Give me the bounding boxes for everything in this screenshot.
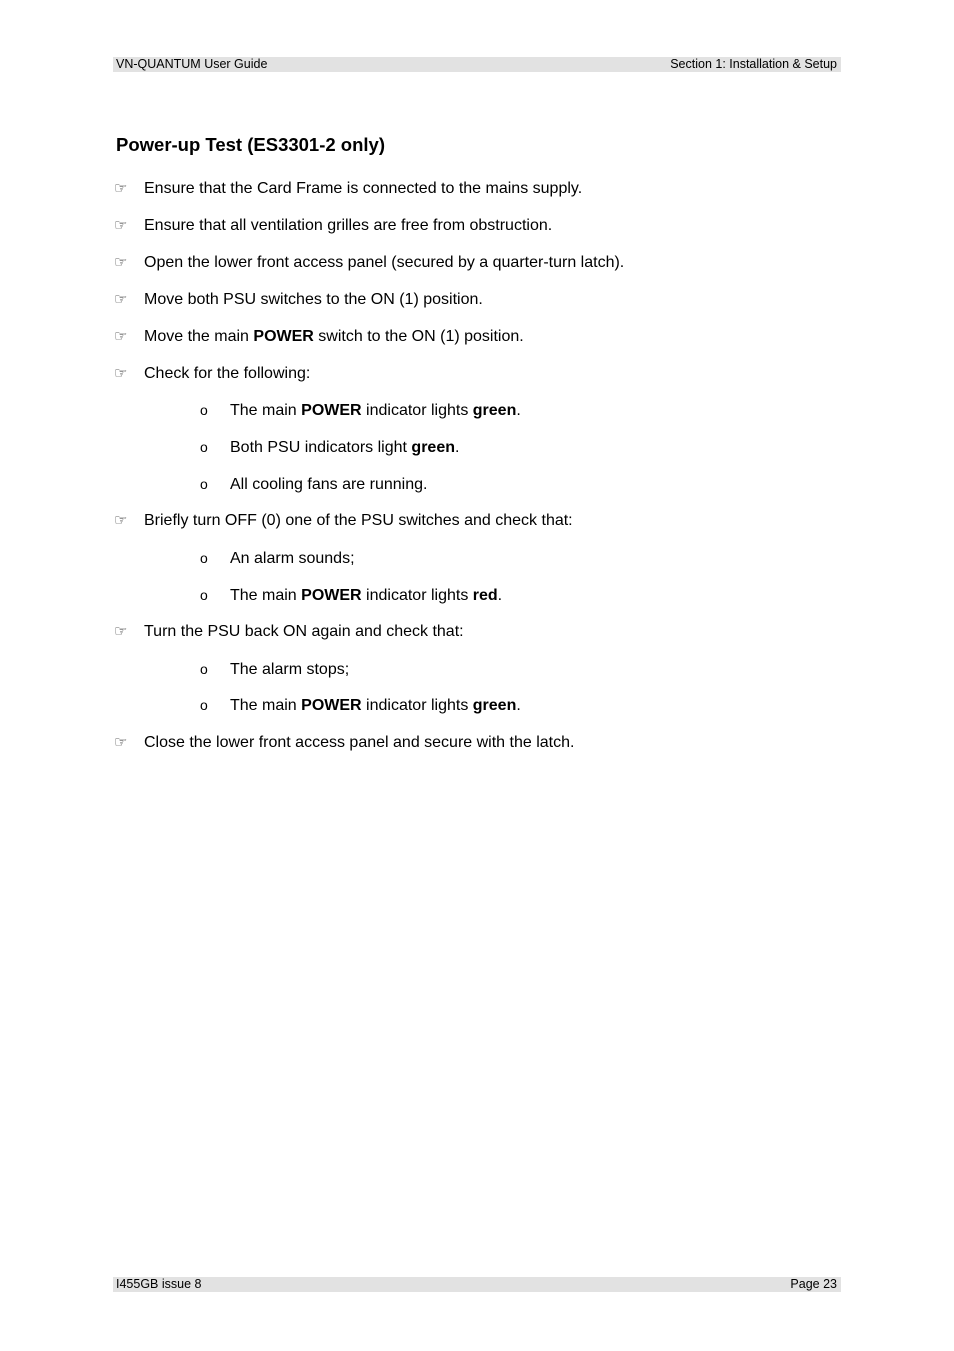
step-item [114, 511, 573, 531]
sub-text [230, 697, 521, 714]
text-segment: The main [230, 697, 302, 714]
sub-text [230, 402, 521, 419]
step-item [114, 733, 574, 753]
bold-term: green [472, 697, 517, 714]
bold-term: POWER [301, 587, 362, 604]
section-title: Power-up Test (ES3301-2 only) [116, 134, 385, 155]
hollow-circle-icon: o [200, 697, 208, 713]
pointing-hand-icon: ☞ [114, 623, 128, 640]
text-segment: . [497, 587, 503, 604]
bold-term: POWER [301, 402, 362, 419]
hollow-circle-icon: o [200, 587, 208, 603]
sub-item [200, 659, 349, 680]
step-text: Move both PSU switches to the ON (1) position. [144, 291, 483, 308]
pointing-hand-icon: ☞ [114, 365, 128, 382]
step-text: Turn the PSU back ON again and check that: [144, 623, 464, 640]
sub-item [200, 437, 459, 458]
sub-item [200, 474, 427, 495]
sub-text: An alarm sounds; [230, 550, 355, 567]
bold-term: green [472, 402, 517, 419]
text-segment: The main [230, 402, 302, 419]
text-segment: . [516, 697, 521, 714]
step-text: Check for the following: [144, 365, 311, 382]
step-text: Open the lower front access panel (secured by a quarter-turn latch). [144, 254, 625, 271]
step-text: Ensure that the Card Frame is connected to the mains supply. [144, 180, 583, 197]
hollow-circle-icon: o [200, 476, 208, 492]
text-segment: indicator lights [361, 402, 473, 419]
text-segment: indicator lights [361, 587, 473, 604]
sub-text: The alarm stops; [230, 661, 350, 678]
text-segment: Both PSU indicators light [230, 439, 412, 456]
step-text [144, 328, 524, 345]
step-text: Ensure that all ventilation grilles are free from obstruction. [144, 217, 553, 234]
step-item [114, 253, 624, 273]
sub-text: All cooling fans are running. [230, 476, 428, 493]
text-segment: Move the main [144, 328, 254, 345]
sub-item [200, 548, 355, 569]
step-item [114, 216, 552, 236]
text-segment: indicator lights [361, 697, 473, 714]
sub-item [200, 400, 521, 421]
step-item [114, 622, 464, 642]
pointing-hand-icon: ☞ [114, 291, 128, 308]
hollow-circle-icon: o [200, 402, 208, 418]
pointing-hand-icon: ☞ [114, 734, 128, 751]
sub-item [200, 585, 502, 606]
hollow-circle-icon: o [200, 550, 208, 566]
step-item [114, 290, 483, 310]
step-item [114, 364, 310, 384]
bold-term: red [472, 587, 498, 604]
page-footer [113, 1277, 841, 1292]
step-item [114, 327, 524, 347]
header-section: Section 1: Installation & Setup [670, 57, 837, 71]
bold-term: green [411, 439, 455, 456]
bold-term: POWER [253, 328, 314, 345]
pointing-hand-icon: ☞ [114, 328, 128, 345]
sub-item [200, 695, 521, 716]
pointing-hand-icon: ☞ [114, 180, 128, 197]
pointing-hand-icon: ☞ [114, 512, 128, 529]
hollow-circle-icon: o [200, 661, 208, 677]
pointing-hand-icon: ☞ [114, 217, 128, 234]
footer-page-number: Page 23 [790, 1277, 837, 1291]
text-segment: The main [230, 587, 302, 604]
hollow-circle-icon: o [200, 439, 208, 455]
page-header [113, 57, 841, 72]
pointing-hand-icon: ☞ [114, 254, 128, 271]
step-text: Close the lower front access panel and secure with the latch. [144, 734, 575, 751]
text-segment: switch to the ON (1) position. [313, 328, 524, 345]
text-segment: . [516, 402, 521, 419]
step-text: Briefly turn OFF (0) one of the PSU switches and check that: [144, 512, 573, 529]
sub-text [230, 439, 459, 456]
sub-text [230, 587, 502, 604]
step-item [114, 179, 582, 199]
text-segment: . [455, 439, 460, 456]
bold-term: POWER [301, 697, 362, 714]
footer-issue: I455GB issue 8 [116, 1277, 202, 1291]
header-doc-title: VN-QUANTUM User Guide [116, 57, 268, 71]
